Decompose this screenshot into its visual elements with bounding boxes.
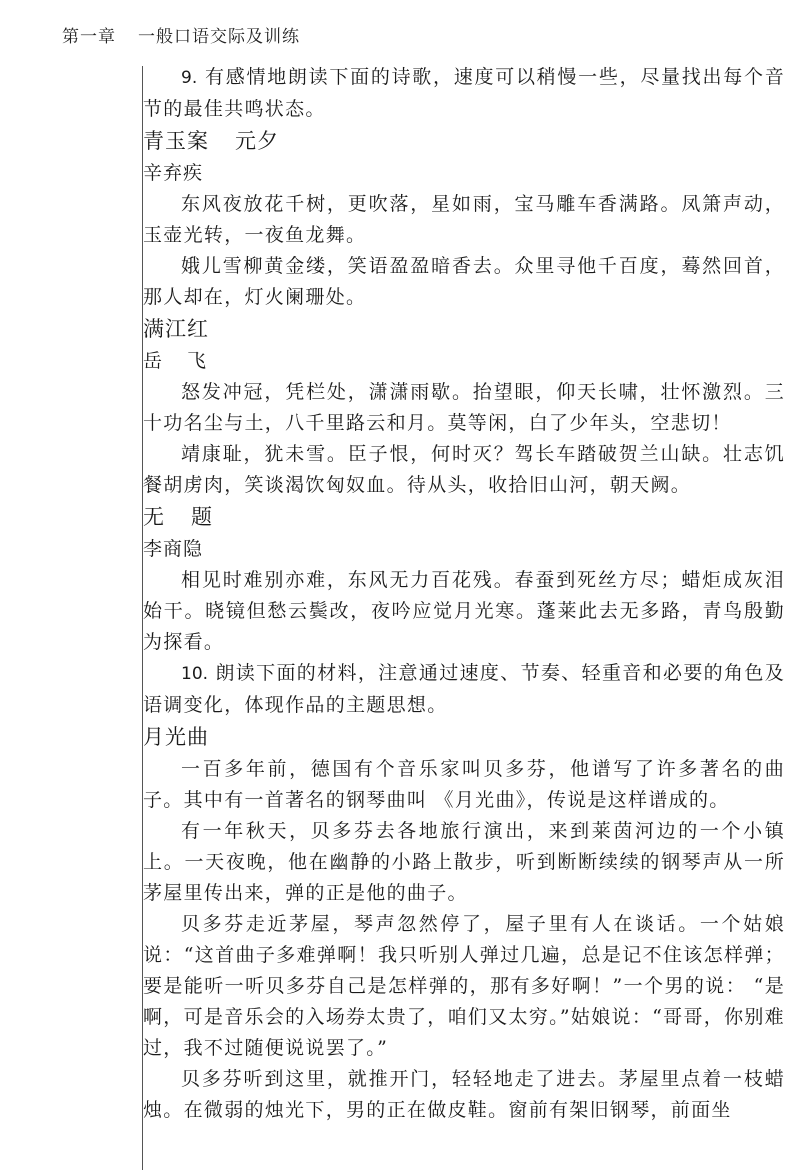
story-paragraph-2: 有一年秋天，贝多芬去各地旅行演出，来到莱茵河边的一个小镇上。一天夜晚，他在幽静的小路上散步，听到断断续续的钢琴声从一所茅屋里传出来，弹的正是他的曲子。 bbox=[143, 820, 785, 904]
exercise-9 bbox=[143, 62, 785, 125]
poem-3-stanza-1: 相见时难别亦难，东风无力百花残。春蚕到死丝方尽；蜡炬成灰泪始干。晓镜但愁云鬓改，夜吟应觉月光寒。蓬莱此去无多路，青鸟殷勤为探看。 bbox=[143, 569, 785, 653]
exercise-10 bbox=[143, 658, 785, 721]
poem-2-author bbox=[143, 346, 785, 377]
page-body bbox=[143, 62, 785, 1126]
chapter-label: 第一章 bbox=[62, 27, 116, 47]
poem-1-author: 辛弃疾 bbox=[143, 162, 204, 184]
poem-2-author-surname: 岳 bbox=[143, 350, 164, 372]
poem-3-title-char-1: 无 bbox=[143, 505, 165, 529]
running-header bbox=[62, 22, 300, 47]
story-paragraph-4: 贝多芬听到这里，就推开门，轻轻地走了进去。茅屋里点着一枝蜡烛。在微弱的烛光下，男的正在做皮鞋。窗前有架旧钢琴，前面坐 bbox=[143, 1068, 785, 1121]
poem-3-title bbox=[143, 501, 785, 534]
story-title: 月光曲 bbox=[143, 725, 209, 749]
exercise-9-number: 9. bbox=[181, 68, 198, 88]
exercise-10-text: 朗读下面的材料，注意通过速度、节奏、轻重音和必要的角色及语调变化，体现作品的主题思想。 bbox=[143, 662, 785, 716]
poem-3-author: 李商隐 bbox=[143, 538, 204, 560]
poem-1-title-sub: 元夕 bbox=[235, 129, 279, 153]
poem-2-stanza-2: 靖康耻，犹未雪。臣子恨，何时灭？驾长车踏破贺兰山缺。壮志饥餐胡虏肉，笑谈渴饮匈奴血。待从头，收拾旧山河，朝天阙。 bbox=[143, 443, 785, 496]
exercise-10-number: 10. bbox=[181, 664, 209, 684]
poem-2-stanza-1: 怒发冲冠，凭栏处，潇潇雨歇。抬望眼，仰天长啸，壮怀激烈。三十功名尘与土，八千里路云和月。莫等闲，白了少年头，空悲切！ bbox=[143, 381, 785, 434]
poem-1-title bbox=[143, 125, 785, 158]
story-paragraph-3: 贝多芬走近茅屋，琴声忽然停了，屋子里有人在谈话。一个姑娘说：“这首曲子多难弹啊！我只听别人弹过几遍，总是记不住该怎样弹；要是能听一听贝多芬自己是怎样弹的，那有多好啊！”一个男的说： “是啊，可是音乐会的入场券太贵了，咱们又太穷。”姑娘说：“哥哥，你别难过，我不过随便说说罢了。” bbox=[143, 913, 785, 1059]
chapter-title: 一般口语交际及训练 bbox=[138, 27, 300, 47]
poem-1-stanza-1: 东风夜放花千树，更吹落，星如雨，宝马雕车香满路。凤箫声动，玉壶光转，一夜鱼龙舞。 bbox=[143, 193, 785, 246]
poem-2-author-given: 飞 bbox=[187, 350, 208, 372]
poem-3-title-char-2: 题 bbox=[191, 505, 213, 529]
poem-1-stanza-2: 娥儿雪柳黄金缕，笑语盈盈暗香去。众里寻他千百度，蓦然回首，那人却在，灯火阑珊处。 bbox=[143, 255, 785, 308]
poem-1-title-main: 青玉案 bbox=[143, 129, 209, 153]
poem-2-title: 满江红 bbox=[143, 317, 209, 341]
exercise-9-text: 有感情地朗读下面的诗歌，速度可以稍慢一些，尽量找出每个音节的最佳共鸣状态。 bbox=[143, 66, 786, 120]
story-paragraph-1: 一百多年前，德国有个音乐家叫贝多芬，他谱写了许多著名的曲子。其中有一首著名的钢琴曲叫 《月光曲》，传说是这样谱成的。 bbox=[143, 758, 785, 811]
